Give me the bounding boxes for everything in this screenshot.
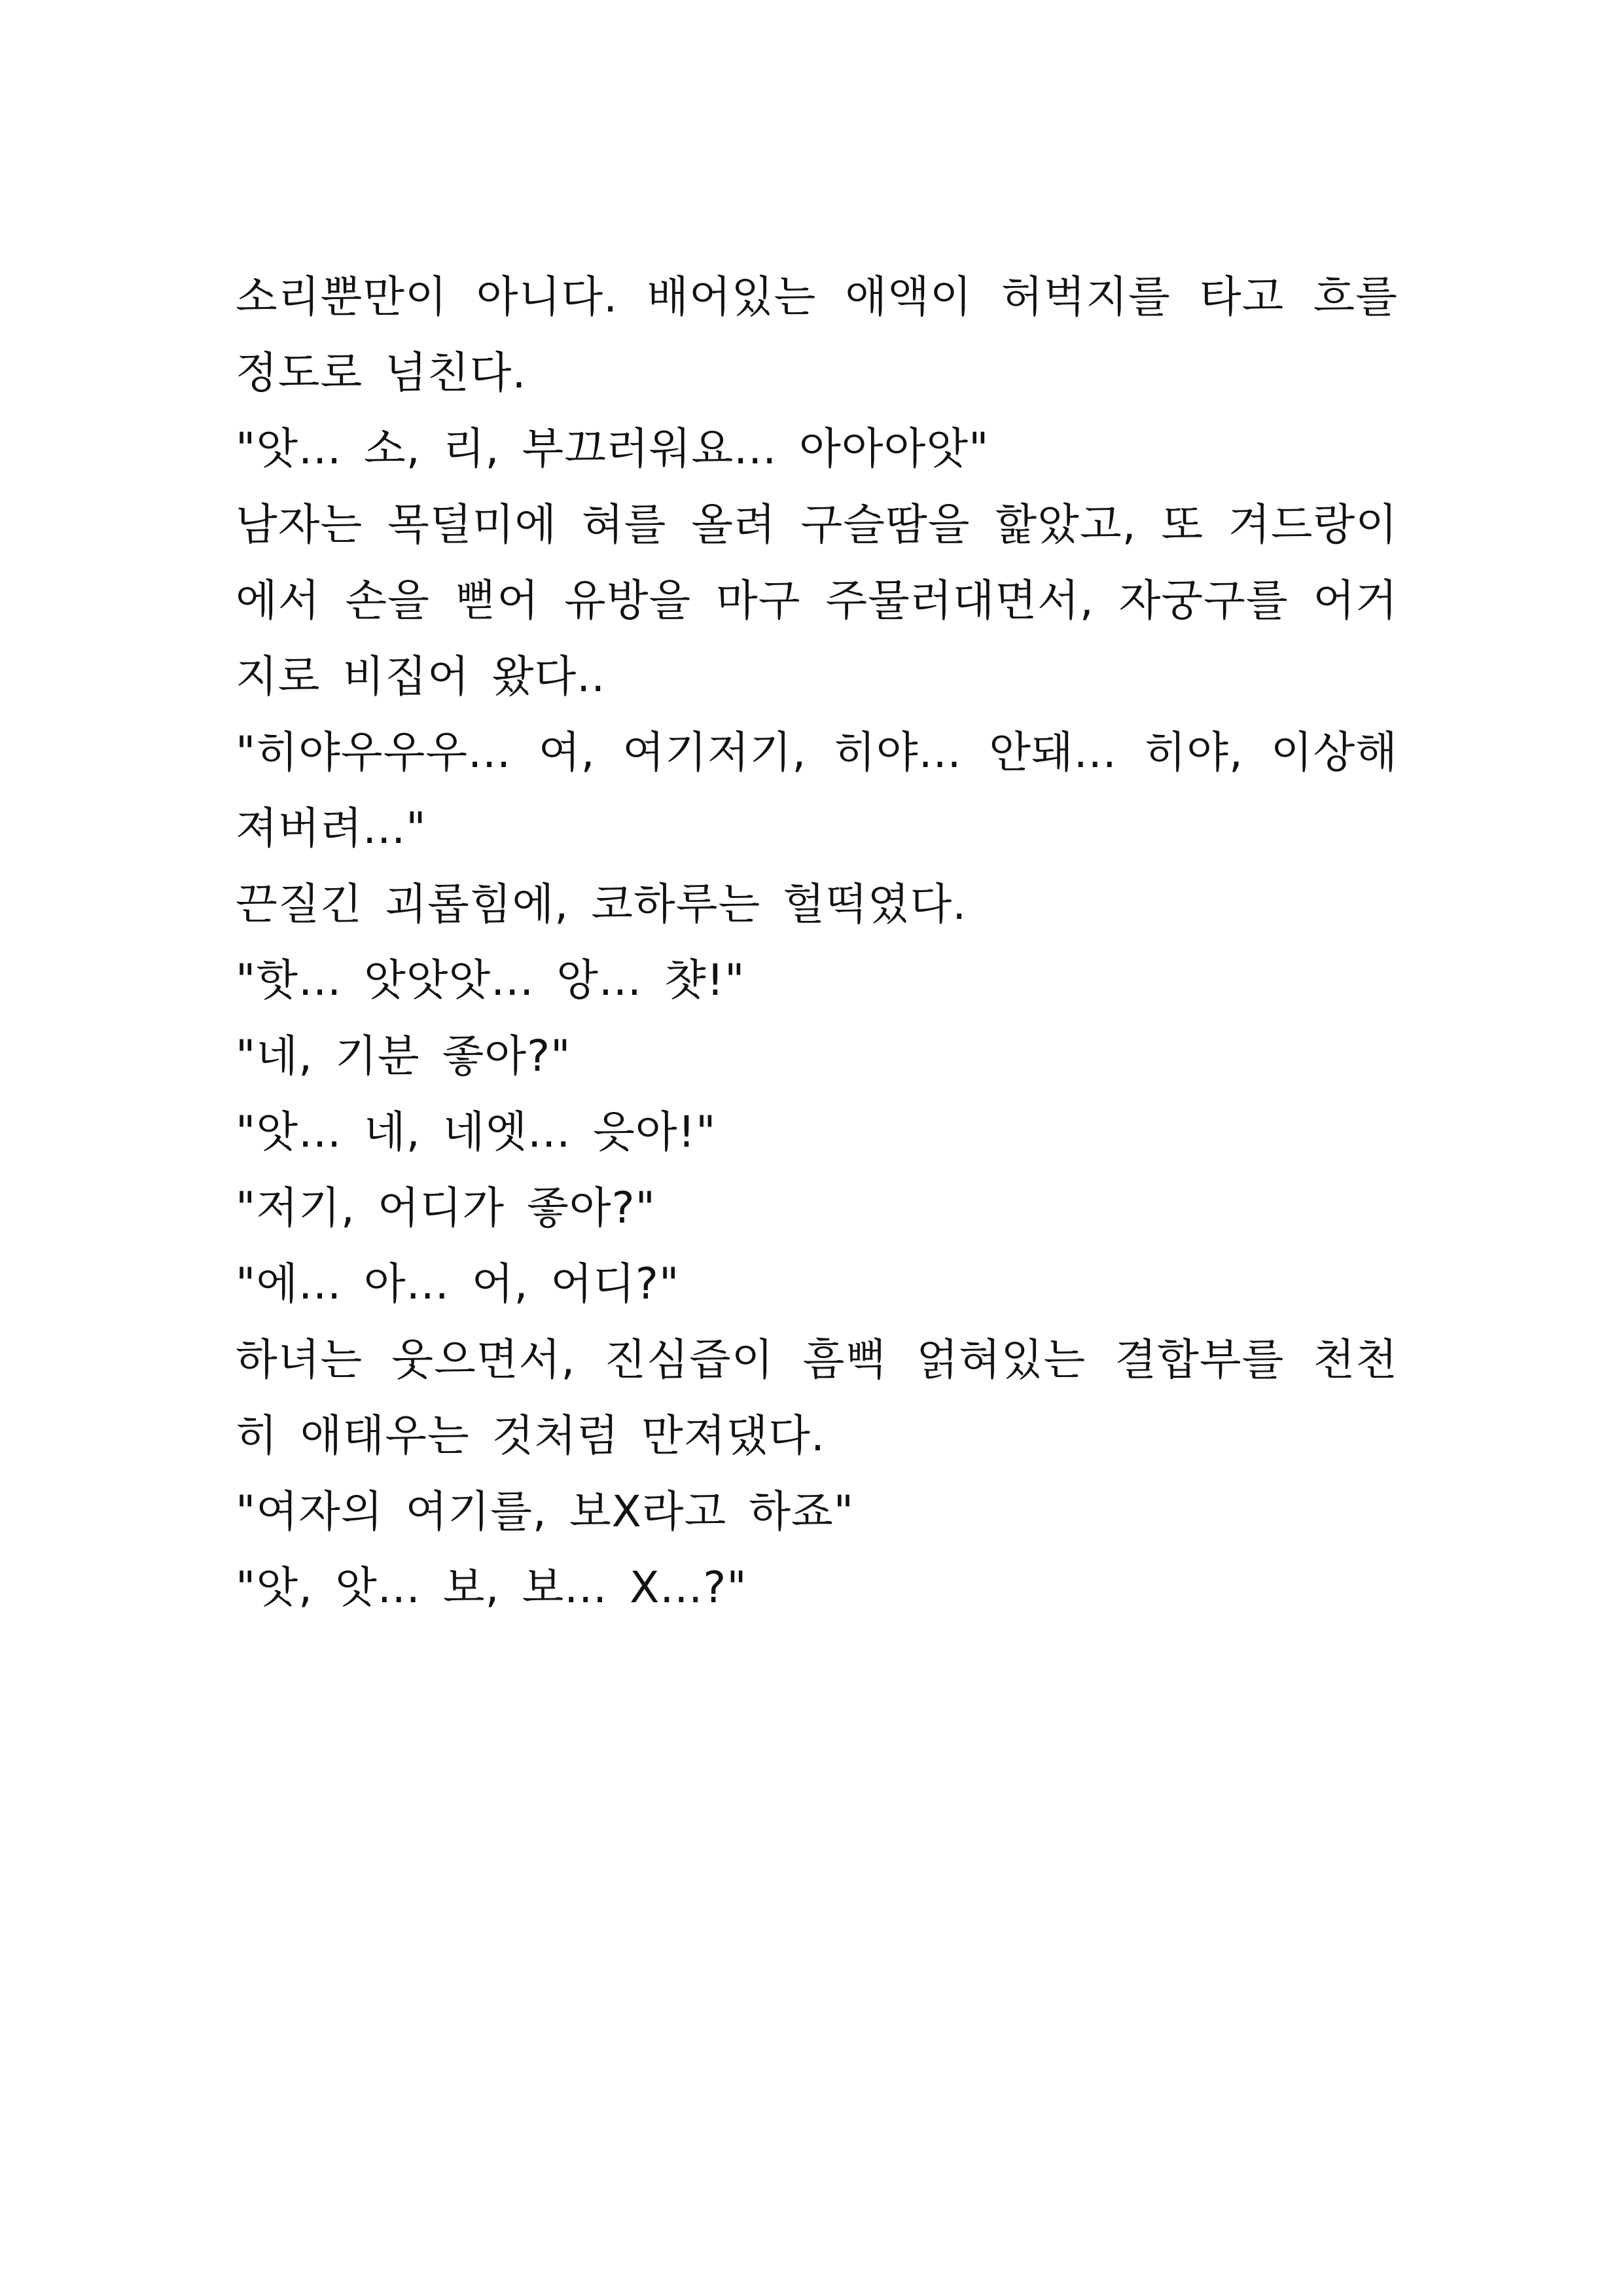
paragraph: 소리뿐만이 아니다. 배어있는 애액이 허벅지를 타고 흐를 정도로 넘친다. [236,272,1398,398]
paragraph: 끈질긴 괴롭힘에, 코하루는 헐떡였다. [236,879,967,929]
paragraph: 남자는 목덜미에 혀를 올려 구슬땀을 핥았고, 또 겨드랑이에서 손을 뻗어 유방을 마구 주물러대면서, 자궁구를 어거지로 비집어 왔다.. [236,499,1398,702]
dialogue-line: "저기, 어디가 좋아?" [236,1183,656,1233]
dialogue-line: "핫... 앗앗앗... 앙... 챳!" [236,955,745,1005]
dialogue-line: "앗, 앗... 보, 보... X...?" [236,1562,747,1613]
paragraph: 하녀는 웃으면서, 진심즙이 흠뻑 얽혀있는 결합부를 천천히 애태우는 것처럼 만져댔다. [236,1335,1398,1461]
dialogue-line: "에... 아... 어, 어디?" [236,1259,680,1309]
dialogue-line: "여자의 여기를, 보X라고 하죠" [236,1486,855,1537]
dialogue-line: "앗... 소, 리, 부끄러워요... 아아아앗" [236,423,990,474]
dialogue-line: "네, 기분 좋아?" [236,1031,571,1081]
dialogue-line: "앗... 네, 네엣... 읏아!" [236,1107,717,1157]
dialogue-line: "히야우우우... 여, 여기저기, 히야... 안돼... 히야, 이상해져버려..." [236,727,1398,853]
body-text [236,259,1398,1626]
